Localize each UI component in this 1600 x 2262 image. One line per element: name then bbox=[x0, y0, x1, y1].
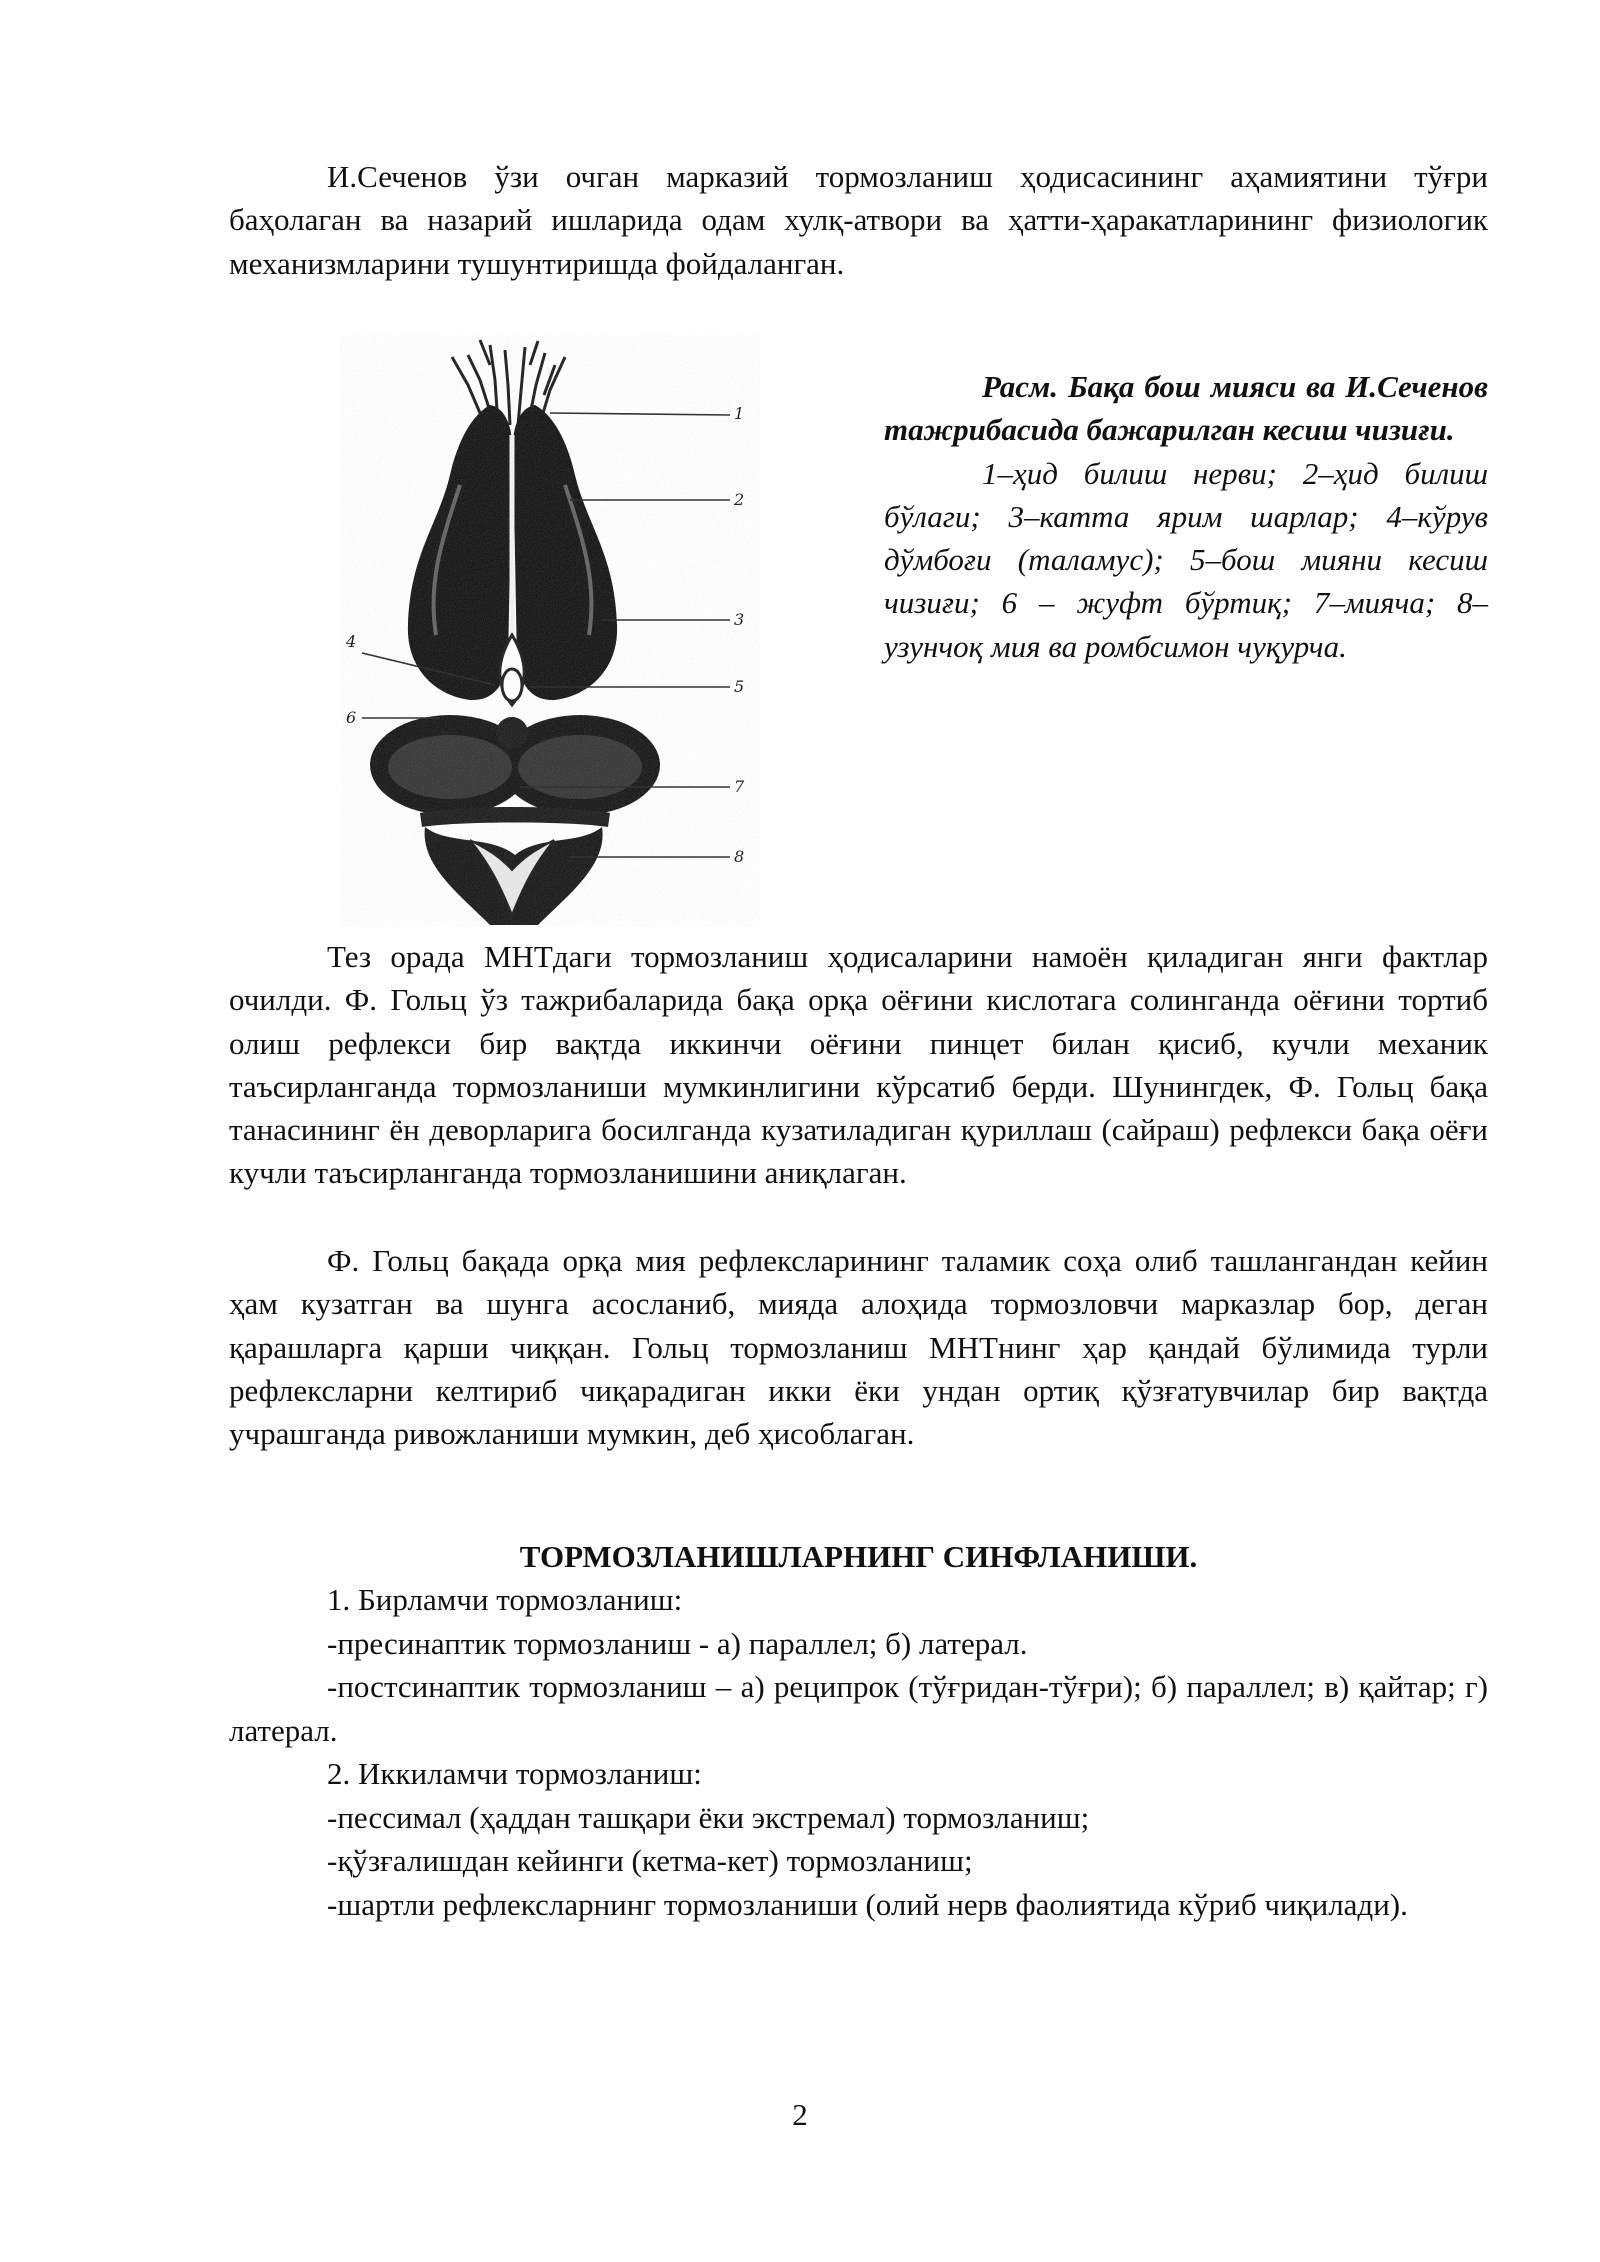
frog-brain-figure bbox=[340, 335, 760, 927]
frog-brain-drawing bbox=[340, 335, 760, 927]
figure-caption-title: Расм. Бақа бош мияси ва И.Сеченов тажрибасида бажарилган кесиш чизиғи. bbox=[884, 369, 1488, 448]
figure-caption bbox=[884, 365, 1488, 668]
figure-label-6: 6 bbox=[346, 708, 357, 727]
figure-caption-body: 1–ҳид билиш нерви; 2–ҳид билиш бўлаги; 3–катта ярим шарлар; 4–кўрув дўмбоғи (таламус); 5–бош мияни кесиш чизиғи; 6 – жуфт бўртиқ; 7–мияча; 8–узунчоқ мия ва ромбсимон чуқурча. bbox=[884, 455, 1488, 664]
figure-label-5: 5 bbox=[734, 677, 745, 696]
figure-label-7: 7 bbox=[734, 777, 745, 796]
figure-label-3: 3 bbox=[734, 610, 745, 629]
classification-list bbox=[229, 1578, 1488, 1926]
figure-label-4: 4 bbox=[346, 632, 357, 651]
intro-paragraph: И.Сеченов ўзи очган марказий тормозланиш ҳодисасининг аҳамиятини тўғри баҳолаган ва назарий ишларида одам хулқ-атвори ва ҳатти-ҳаракатларининг физиологик механизмларини тушунтиришда фойдаланган. bbox=[229, 159, 1488, 281]
list-item: -қўзғалишдан кейинги (кетма-кет) тормозланиш; bbox=[327, 1843, 973, 1878]
list-item: -пессимал (ҳаддан ташқари ёки экстремал) тормозланиш; bbox=[327, 1799, 1090, 1835]
list-item: 1. Бирламчи тормозланиш: bbox=[327, 1582, 683, 1617]
paragraph-goltz-experiments: Тез орада МНТдаги тормозланиш ҳодисаларини намоён қиладиган янги фактлар очилди. Ф. Гольц ўз тажрибаларида бақа орқа оёғини кислотага солинганда оёғини тортиб олиш рефлекси бир вақтда иккинчи оёғини пинцет билан қисиб, кучли механик таъсирланганда тормозланиши мумкинлигини кўрсатиб берди. Шунингдек, Ф. Гольц бақа танасининг ён деворларига босилганда кузатиладиган қуриллаш (сайраш) рефлекси бақа оёғи кучли таъсирланганда тормозланишини аниқлаган. bbox=[229, 939, 1488, 1191]
list-item: -постсинаптик тормозланиш – а) реципрок (тўғридан-тўғри); б) параллел; в) қайтар; г) латерал. bbox=[229, 1669, 1488, 1748]
figure-label-1: 1 bbox=[734, 404, 745, 423]
list-item: -шартли рефлексларнинг тормозланиши (олий нерв фаолиятида кўриб чиқилади). bbox=[327, 1886, 1408, 1922]
list-item: -пресинаптик тормозланиш - а) параллел; б) латерал. bbox=[327, 1625, 1028, 1661]
list-item: 2. Иккиламчи тормозланиш: bbox=[327, 1756, 702, 1791]
section-heading: ТОРМОЗЛАНИШЛАРНИНГ СИНФЛАНИШИ. bbox=[519, 1539, 1198, 1574]
paragraph-goltz-conclusion: Ф. Гольц бақада орқа мия рефлексларининг таламик соҳа олиб ташлангандан кейин ҳам кузатган ва шунга асосланиб, мияда алоҳида тормозловчи марказлар бор, деган қарашларга қарши чиққан. Гольц тормозланиш МНТнинг ҳар қандай бўлимида турли рефлексларни келтириб чиқарадиган икки ёки ундан ортиқ қўзғатувчилар бир вақтда учрашганда ривожланиши мумкин, деб ҳисоблаган. bbox=[229, 1243, 1488, 1452]
page-number: 2 bbox=[792, 2097, 808, 2132]
figure-label-2: 2 bbox=[734, 490, 745, 509]
figure-label-8: 8 bbox=[734, 847, 745, 866]
